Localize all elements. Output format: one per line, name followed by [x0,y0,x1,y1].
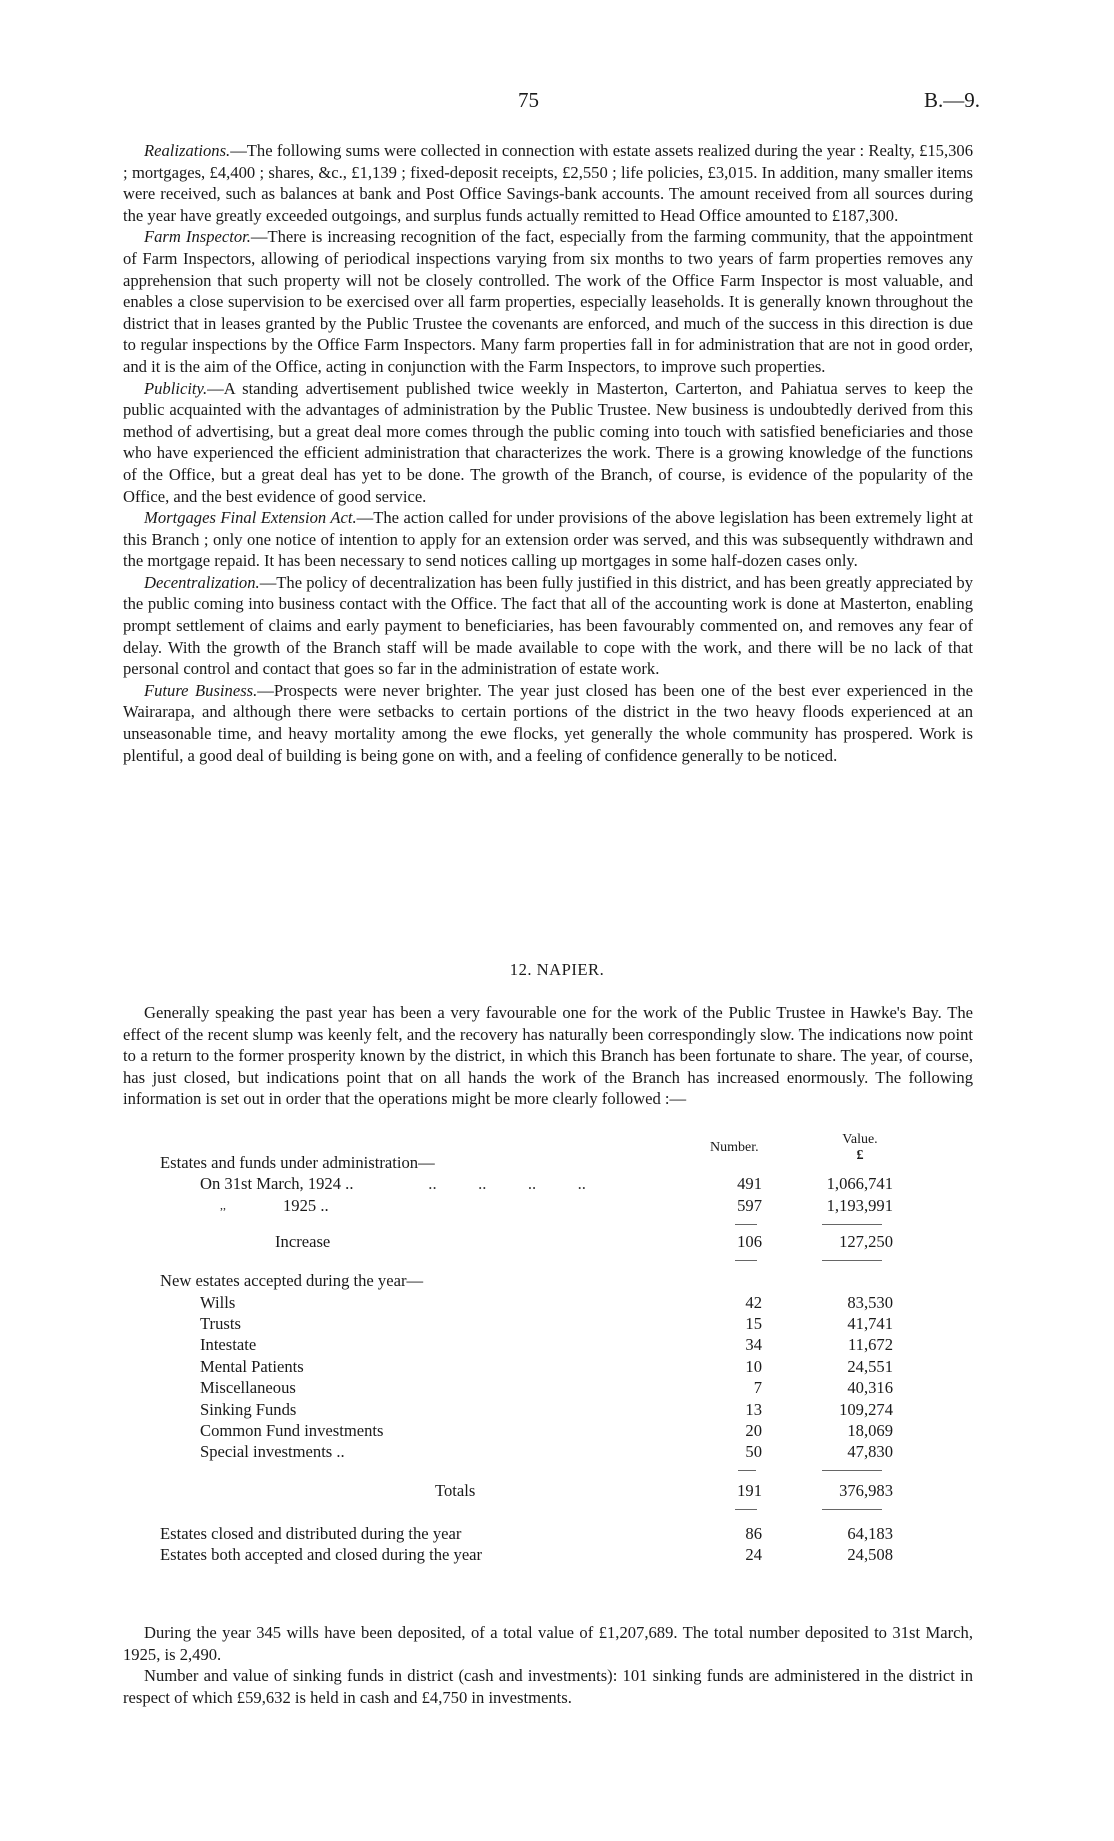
row-number: 20 [745,1420,762,1440]
paragraph-intro: Generally speaking the past year has been a very favourable one for the work of the Public Trustee in Hawke's Bay. The effect of the recent slump was keenly felt, and the recovery has naturally been correspondingly slow. The indications now point to a return to the former prosperity known by the district, in which this Branch has been fortunate to share. The year, of course, has just closed, but indications point that on all hands the work of the Branch has increased enormously. The following information is set out in order that the operations might be more clearly followed :— [123,1003,973,1109]
paragraph-text: —Prospects were never brighter. The year just closed has been one of the best ever experienced in the Wairarapa, and although there were setbacks to certain portions of the district in the two heavy floods experienced at an unseasonable time, and heavy mortality among the ewe flocks, yet generally the whole community has prospered. Work is plentiful, a good deal of building is being gone on with, and a feeling of confidence generally to be noticed. [123,680,974,765]
table-section-label [150,1270,910,1291]
table-row-increase [150,1228,910,1256]
row-value: 41,741 [847,1313,893,1333]
paragraph-mortgages [123,507,973,572]
row-label: Trusts [200,1313,241,1333]
row-number: 24 [745,1545,762,1565]
row-label: New estates accepted during the year— [160,1271,424,1291]
row-label: Miscellaneous [200,1378,296,1398]
row-label: Wills [200,1292,236,1312]
rule [735,1509,757,1510]
row-label: Estates and funds under administration— [160,1153,435,1172]
row-number: 491 [737,1174,762,1194]
row-value: 47,830 [847,1442,893,1462]
table-row [150,1420,910,1441]
table-row [150,1441,910,1462]
table-row [150,1399,910,1420]
rule [822,1224,882,1225]
paragraph-wills: During the year 345 wills have been deposited, of a total value of £1,207,689. The total number deposited to 31st March, 1925, is 2,490. [123,1623,973,1664]
table-row [150,1356,910,1377]
row-number: 15 [745,1313,762,1333]
row-number: 7 [753,1378,762,1398]
row-value: 109,274 [839,1399,893,1419]
row-label: Increase [275,1232,331,1252]
masterton-section [123,140,973,766]
rule [822,1260,882,1261]
paragraph-farm-inspector [123,226,973,377]
row-number: 42 [745,1292,762,1312]
paragraph-text: —The action called for under provisions of the above legislation has been extremely light at this Branch ; only one notice of intention to apply for an extension order was served, and this was subsequently withdrawn and the mortgage repaid. It has been necessary to send notices calling up mortgages in some half-dozen cases only. [123,508,973,571]
row-number: 50 [745,1442,762,1462]
row-number: 34 [745,1335,762,1355]
row-number: 13 [745,1399,762,1419]
table-row-both [150,1544,910,1565]
table-row [150,1173,910,1194]
row-value: 1,066,741 [826,1174,893,1194]
column-header-number: Number. [710,1140,759,1155]
rule [822,1509,882,1510]
table-row [150,1334,910,1355]
row-label: Sinking Funds [200,1399,297,1419]
row-label: Totals [435,1480,476,1500]
row-value: 376,983 [839,1480,893,1500]
rule [735,1224,757,1225]
row-value: 40,316 [847,1378,893,1398]
paragraph-heading: Decentralization. [144,572,260,592]
row-label: Intestate [200,1335,257,1355]
table-row [150,1195,910,1216]
row-label: Estates closed and distributed during the year [160,1523,462,1543]
row-value: 83,530 [847,1292,893,1312]
napier-intro [123,1002,973,1110]
paragraph-realizations [123,140,973,226]
row-value: 1,193,991 [826,1195,893,1215]
paragraph-future-business [123,680,973,766]
paragraph-text: —There is increasing recognition of the fact, especially from the farming community, that the appointment of Farm Inspectors, allowing of periodical inspections varying from six months to two years of farm properties removes any apprehension that such property will not be closely controlled. The work of the Office Farm Inspector is most valuable, and enables a close supervision to be exercised over all farm properties, especially leaseholds. It is generally known throughout the district that in leases granted by the Public Trustee the covenants are enforced, and much of the success in this direction is due to regular inspections by the Office Farm Inspectors. Many farm properties fall in for administration that are not in good order, and it is the aim of the Office, acting in conjunction with the Farm Inspectors, to improve such properties. [123,227,973,376]
currency-symbol: £ [856,1148,864,1163]
table-section-label [150,1152,910,1173]
row-value: 64,183 [847,1523,893,1543]
row-value: 24,551 [847,1356,893,1376]
column-header-value-label: Value. [842,1132,878,1147]
row-value: 127,250 [839,1232,893,1252]
table-row [150,1313,910,1334]
row-value: 24,508 [847,1545,893,1565]
rule [822,1470,882,1471]
row-number: 597 [737,1195,762,1215]
page-number: 75 [518,88,539,112]
row-value: 18,069 [847,1420,893,1440]
ditto-mark: ,, [220,1197,226,1212]
paragraph-text: —The following sums were collected in connection with estate assets realized during the year : Realty, £15,306 ; mortgages, £4,400 ; shares, &c., £1,139 ; fixed-deposit receipts, £2,550 ; life policies, £3,015. In addition, many smaller items were received, such as balances at bank and Post Office Savings-bank accounts. The amount received from all sources during the year have greatly exceeded outgoings, and surplus funds actually remitted to Head Office amounted to £187,300. [123,141,973,225]
paragraph-sinking-funds: Number and value of sinking funds in district (cash and investments): 101 sinking funds are administered in the district in respect of which £59,632 is held in cash and £4,750 in investments. [123,1666,973,1707]
table-row-closed [150,1523,910,1544]
paragraph-text: —A standing advertisement published twice weekly in Masterton, Carterton, and Pahiatua serves to keep the public acquainted with the advantages of administration by the Public Trustee. New business is undoubtedly derived from this method of advertising, but a great deal more comes through the public coming into touch with satisfied beneficiaries and those who have experienced the efficient administration that characterizes the work. There is a growing knowledge of the functions of the Office, but a great deal has yet to be done. The growth of the Branch, of course, is evidence of the popularity of the Office, and the best evidence of good service. [123,378,973,506]
paragraph-heading: Farm Inspector. [144,227,251,247]
paragraph-text: —The policy of decentralization has been fully justified in this district, and has been greatly appreciated by the public coming into business contact with the Office. The fact that all of the accounting work is done at Masterton, enabling prompt settlement of claims and early payment to beneficiaries, has been favourably commented on, and removes any fear of delay. With the growth of the Branch staff will be made available to cope with the work, and there will be no lack of that personal control and contact that goes so far in the administration of estate work. [123,572,973,679]
leader-dots: .. .. .. .. [420,1174,586,1194]
napier-closing [123,1622,973,1708]
row-number: 106 [737,1232,762,1252]
row-label: On 31st March, 1924 .. [200,1174,354,1194]
row-label: Common Fund investments [200,1420,384,1440]
paragraph-heading: Realizations. [144,141,231,160]
paragraph-heading: Future Business. [144,680,258,700]
table-row [150,1377,910,1398]
paragraph-publicity [123,378,973,508]
row-label: Special investments .. [200,1442,345,1462]
rule [738,1470,756,1471]
row-number: 10 [745,1356,762,1376]
row-value: 11,672 [847,1335,893,1355]
paragraph-decentralization [123,572,973,680]
table-row-totals [150,1477,910,1505]
table-row [150,1292,910,1313]
row-number: 86 [745,1523,762,1543]
rule [735,1260,757,1261]
row-label: Estates both accepted and closed during the year [160,1545,483,1565]
row-number: 191 [737,1480,762,1500]
estates-table [150,1132,910,1565]
row-label: Mental Patients [200,1356,304,1376]
paragraph-heading: Mortgages Final Extension Act. [144,508,357,528]
row-label: 1925 .. [283,1195,329,1215]
section-title: 12. NAPIER. [509,960,605,979]
paragraph-heading: Publicity. [144,378,208,398]
document-reference: B.—9. [924,88,981,112]
